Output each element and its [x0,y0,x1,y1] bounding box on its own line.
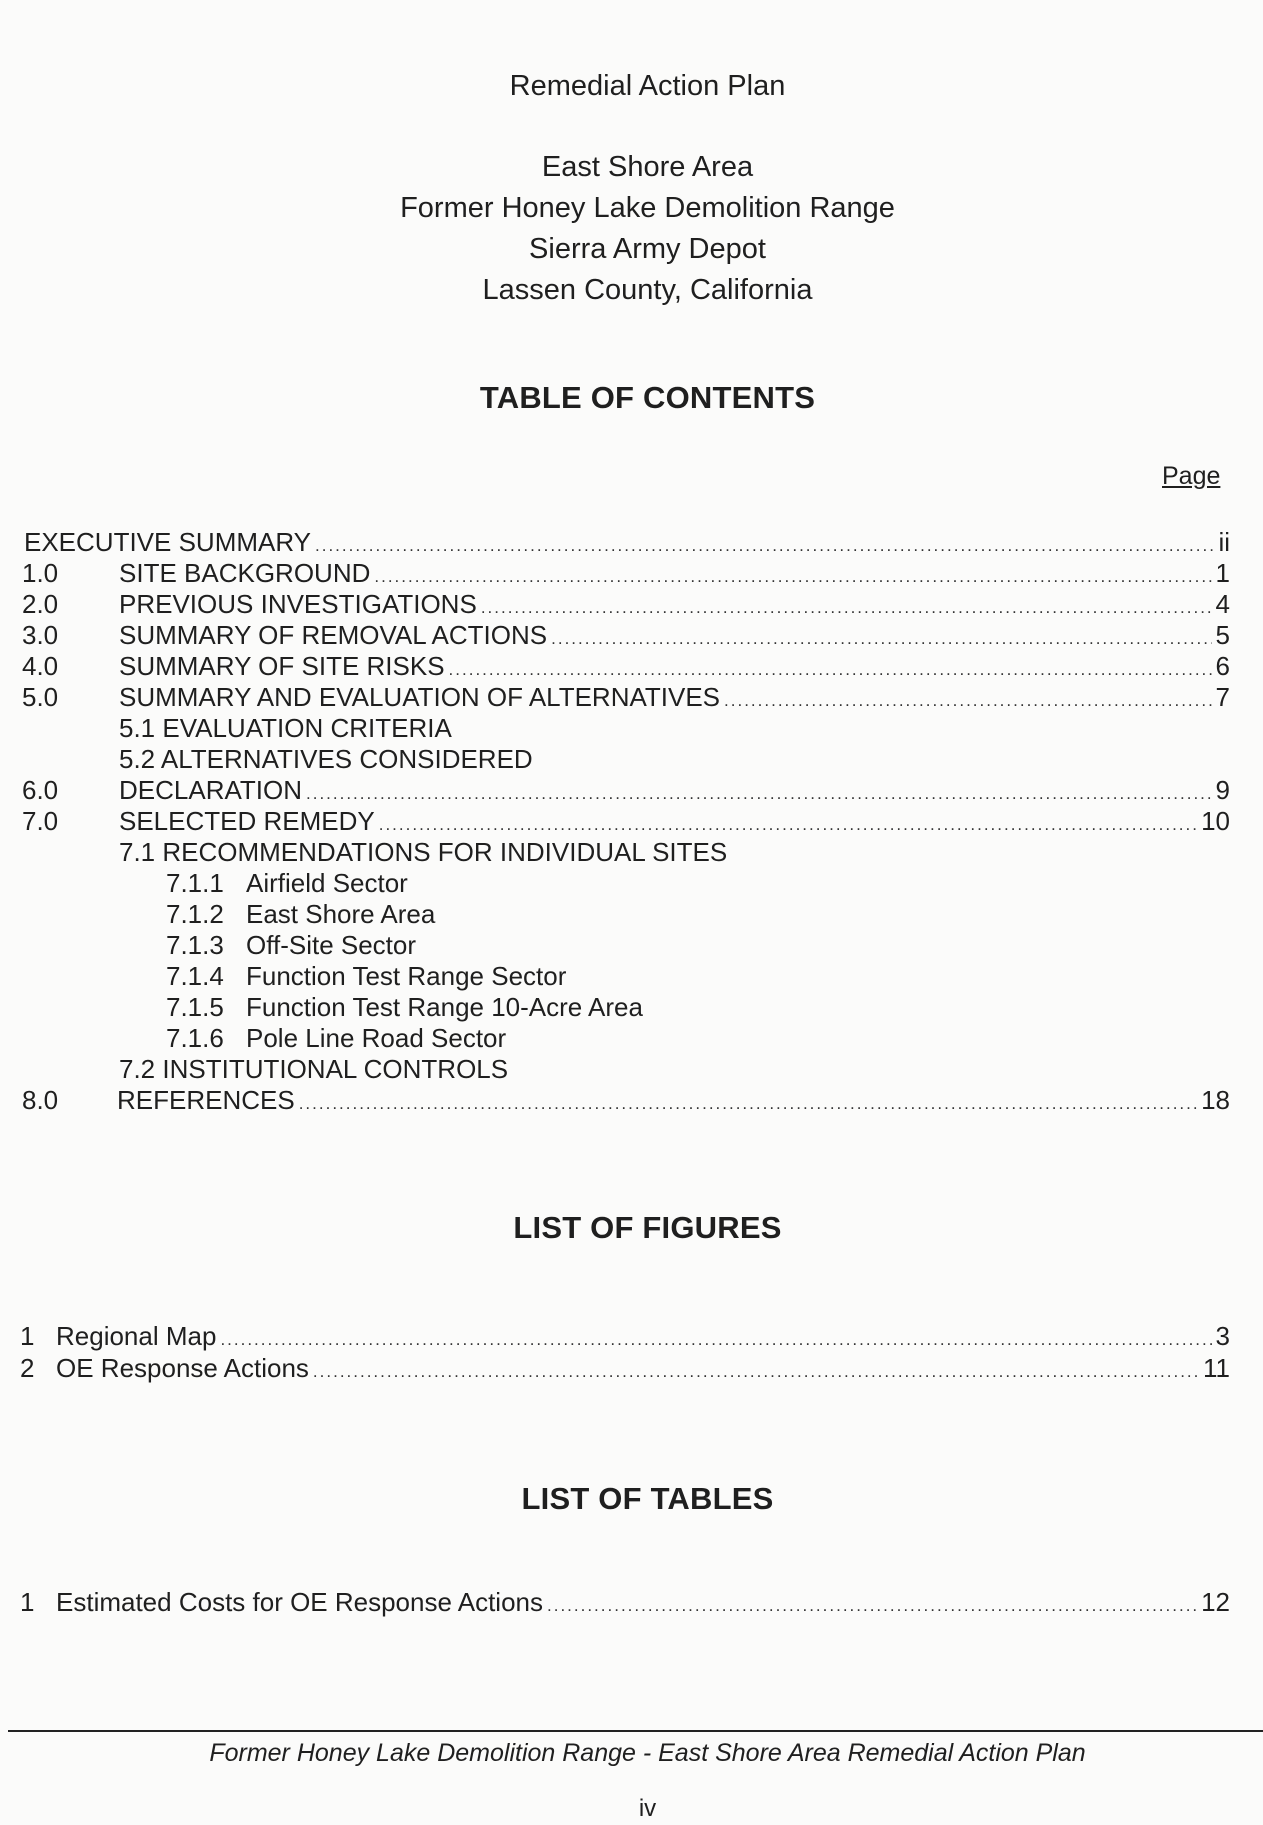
toc-entry-removal-actions [22,620,1230,651]
dot-leader [551,623,1211,654]
figure-page: 3 [1215,1321,1230,1351]
toc-entry-page: 10 [1201,806,1230,836]
site-name: East Shore Area [541,151,754,183]
toc-entry-title: SUMMARY OF REMOVAL ACTIONS [119,620,548,650]
toc-entry-title: REFERENCES [117,1085,295,1115]
dot-leader [724,685,1212,716]
figure-number: 2 [20,1353,35,1383]
toc-subsubentry-off-site [166,930,416,961]
toc-subsubentry-airfield [166,868,408,899]
toc-entry-title: Pole Line Road Sector [246,1023,507,1053]
range-name: Former Honey Lake Demolition Range [400,192,895,224]
toc-entry-page: 4 [1215,589,1230,619]
dot-leader [374,561,1211,592]
toc-entry-title: PREVIOUS INVESTIGATIONS [119,589,477,619]
toc-entry-page: 7 [1215,682,1230,712]
toc-subentry-recommendations: 7.1 RECOMMENDATIONS FOR INDIVIDUAL SITES [119,837,728,867]
toc-entry-references [22,1085,1230,1116]
toc-entry-page: 18 [1201,1085,1230,1115]
toc-entry-page: 1 [1215,558,1230,588]
figure-number: 1 [20,1321,35,1351]
toc-subsubentry-function-test-range [166,961,566,992]
toc-entry-title: EXECUTIVE SUMMARY [24,527,312,557]
dot-leader [379,809,1197,840]
section-number: 3.0 [22,620,59,650]
section-number: 1.0 [22,558,59,588]
toc-entry-title: Function Test Range 10-Acre Area [246,992,643,1022]
toc-entry-page: 5 [1215,620,1230,650]
section-number: 7.1.1 [166,868,224,898]
section-number: 7.1.2 [166,899,224,929]
toc-subsubentry-east-shore [166,899,435,930]
section-number: 7.1.5 [166,992,224,1022]
dot-leader [299,1088,1197,1119]
figure-title: OE Response Actions [56,1353,309,1383]
toc-subentry-alternatives-considered: 5.2 ALTERNATIVES CONSIDERED [119,744,533,774]
figure-entry [20,1321,1230,1352]
table-page: 12 [1201,1587,1230,1617]
tables-heading: LIST OF TABLES [521,1481,774,1516]
page-number: iv [638,1795,657,1822]
county-name: Lassen County, California [482,274,813,306]
table-entry [20,1587,1230,1618]
toc-entry-page: 9 [1215,775,1230,805]
figures-heading: LIST OF FIGURES [513,1210,782,1245]
toc-subsubentry-10-acre-area [166,992,643,1023]
toc-entry-selected-remedy [22,806,1230,837]
dot-leader [481,592,1212,623]
toc-subsubentry-pole-line-road [166,1023,506,1054]
toc-entry-title: SUMMARY OF SITE RISKS [119,651,445,681]
document-title: Remedial Action Plan [509,70,786,102]
toc-entry-page: ii [1218,527,1230,557]
dot-leader [220,1324,1211,1355]
dot-leader [306,778,1212,809]
toc-entry-alternatives [22,682,1230,713]
toc-entry-previous-investigations [22,589,1230,620]
toc-entry-title: SITE BACKGROUND [119,558,371,588]
section-number: 4.0 [22,651,59,681]
dot-leader [315,530,1214,561]
section-number: 8.0 [22,1085,59,1115]
toc-heading: TABLE OF CONTENTS [479,380,816,415]
figure-title: Regional Map [56,1321,217,1351]
toc-entry-executive-summary [24,527,1230,558]
toc-entry-title: East Shore Area [246,899,436,929]
table-number: 1 [20,1587,35,1617]
figure-page: 11 [1203,1353,1230,1383]
toc-entry-title: Off-Site Sector [246,930,417,960]
toc-entry-title: SUMMARY AND EVALUATION OF ALTERNATIVES [119,682,721,712]
section-number: 7.0 [22,806,59,836]
section-number: 5.0 [22,682,59,712]
section-number: 7.1.6 [166,1023,224,1053]
toc-entry-title: DECLARATION [119,775,302,805]
section-number: 7.1.4 [166,961,224,991]
dot-leader [547,1590,1197,1621]
dot-leader [313,1356,1199,1387]
toc-entry-title: Function Test Range Sector [246,961,567,991]
page-column-label: Page [1162,462,1221,490]
footer-rule [8,1730,1263,1732]
footer-text: Former Honey Lake Demolition Range - East Shore Area Remedial Action Plan [209,1739,1086,1767]
toc-entry-site-risks [22,651,1230,682]
section-number: 2.0 [22,589,59,619]
toc-subentry-institutional-controls: 7.2 INSTITUTIONAL CONTROLS [119,1054,509,1084]
section-number: 7.1.3 [166,930,224,960]
toc-entry-title: SELECTED REMEDY [119,806,375,836]
toc-entry-page: 6 [1215,651,1230,681]
figure-entry [20,1353,1230,1384]
toc-entry-site-background [22,558,1230,589]
toc-entry-declaration [22,775,1230,806]
toc-entry-title: Airfield Sector [246,868,408,898]
toc-subentry-evaluation-criteria: 5.1 EVALUATION CRITERIA [119,713,452,743]
dot-leader [449,654,1212,685]
depot-name: Sierra Army Depot [529,233,766,265]
section-number: 6.0 [22,775,59,805]
table-title: Estimated Costs for OE Response Actions [56,1587,543,1617]
